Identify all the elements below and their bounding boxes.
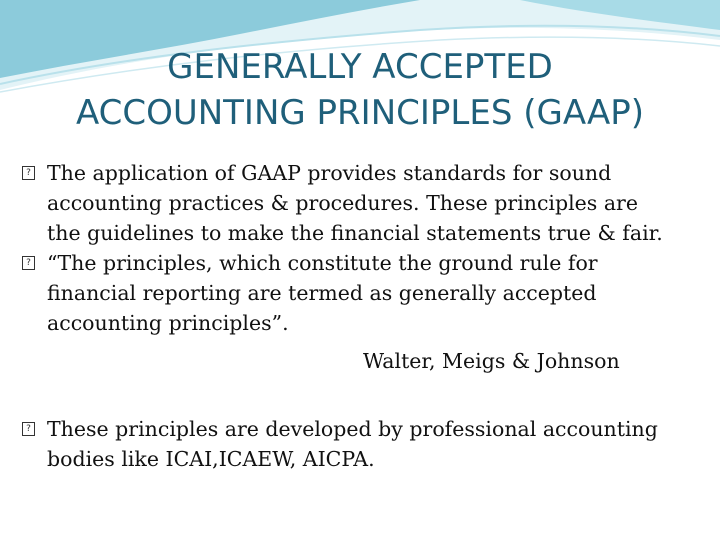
bullet-text-line: financial reporting are termed as generally accepted <box>47 281 597 305</box>
bullet-text-line: bodies like ICAI,ICAEW, AICPA. <box>47 447 375 471</box>
slide-body <box>22 158 712 474</box>
bullet-item <box>22 158 712 248</box>
bullet-item <box>22 248 712 376</box>
bullet-item <box>22 414 712 474</box>
bullet-text-line: “The principles, which constitute the ground rule for <box>47 251 598 275</box>
bullet-text-line: accounting practices & procedures. These principles are <box>47 191 638 215</box>
bullet-text-line: The application of GAAP provides standards for sound <box>47 161 612 185</box>
title-line-2: ACCOUNTING PRINCIPLES (GAAP) <box>75 93 645 133</box>
bullet-text-line: These principles are developed by professional accounting <box>47 417 658 441</box>
quote-attribution: Walter, Meigs & Johnson <box>363 349 620 373</box>
slide-title <box>0 44 720 136</box>
bullet-text-line: accounting principles”. <box>47 311 289 335</box>
bullet-box-icon: ? <box>22 256 35 270</box>
bullet-box-icon: ? <box>22 422 35 436</box>
title-line-1: GENERALLY ACCEPTED <box>167 47 553 87</box>
bullet-box-icon: ? <box>22 166 35 180</box>
spacer <box>22 376 712 414</box>
bullet-text-line: the guidelines to make the financial statements true & fair. <box>47 221 663 245</box>
